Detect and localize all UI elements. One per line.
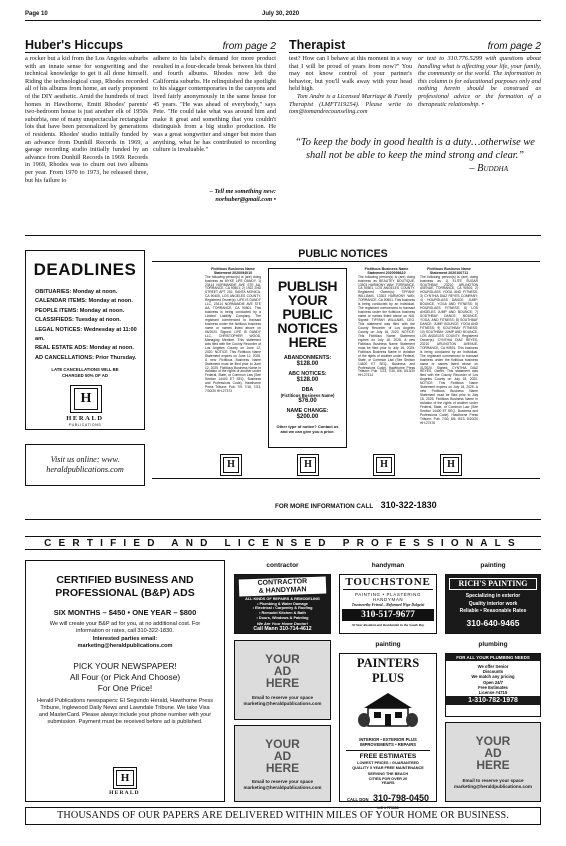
logo-name: HERALD [109,790,140,796]
touchstone-phone: 310-517-9677 [342,609,434,621]
painters-plus-services: INTERIOR • EXTERIOR PLUS IMPROVEMENTS • REPAIRS [359,737,417,747]
plumbing-head: FOR ALL YOUR PLUMBING NEEDS [446,654,540,661]
your-ad-line2: AD [273,749,292,763]
bp-title: CERTIFIED BUSINESS AND PROFESSIONAL (B&P) ADS [55,574,195,599]
page-number: Page 10 [25,11,48,17]
article-therapist-header [289,38,541,53]
contractor-service: ALL KINDS OF REPAIRS & REMODELING [245,597,320,601]
painters-plus-estimates: FREE ESTIMATES [346,750,430,760]
visit-text: Visit us online: www. [50,455,120,464]
richs-painting-ad[interactable] [445,574,541,634]
house-icon [358,690,418,728]
touchstone-foot: 30 Year Resident and Residential in the South Bay [351,623,425,627]
your-ad-note: Email to reserve your space [251,695,314,700]
bp-email[interactable]: marketing@heraldpublications.com [77,643,173,649]
bp-ads-box [25,560,225,802]
logo-letter: H [443,457,459,473]
publish-box [268,268,347,448]
price-value: $128.00 [296,361,319,367]
your-ad-note: Email to reserve your space [462,778,524,783]
deadlines-list [35,288,144,363]
article-email: norhuber@gmail.com • [215,195,276,203]
more-info-phone[interactable]: 310-322-1830 [380,500,437,510]
category-painting: painting [480,562,506,569]
notice-1 [205,267,261,422]
notice-heading: Fictitious Business Name Statement 2020094010 [211,267,255,276]
notice-body: The following person(s) is (are) doing business as BEAUTEY BOUTIQUE, 13303 HARMONY WAY, TORRANCE, CA 90501, LOS ANGELES COUNTY. Registered Owner(s): TIFFANY WILLIAMS, 13303 HARMONY WAY, TORRANCE, CA 90501. This business is being conducted by an Individual. The registrant commenced to transact business under the fictitious business name or names listed above on N/A. Signed: TIFFANY WILLIAMS, CEO. This statement was filed with the County Recorder of Los Angeles County on July 16, 2020. NOTICE: This Fictitious Name Statement expires on July 16, 2025. A new Fictitious Business Name Statement must be filed prior to July 16, 2025. Fictitious Business Name in violation of the rights of another under Federal, State, or Common Law (See Section 14400 ET SEQ., Business and Professions Code). Hawthorne Press Tribune: Pub. 7/23, 7/30, 8/6, 8/13/20 HH-27414 [358,274,415,378]
plumbing-phone: 1-310-782-1978 [446,696,540,705]
category-contractor: contractor [266,562,299,569]
bp-papers: Herald Publications newspapers: El Segundo Herald, Hawthorne Press Tribune, Inglewood Daily News and Lawndale Tribune. We take Visa and MasterCard. Please always include your phone number with your submission. Payment must be received before ad is published. [37,698,213,725]
deadline-item: OBITUARIES: Monday at noon. [35,289,118,295]
plumbing-open: Open 24/7 [482,679,503,685]
contractor-phone: Call Mann 310-714-4612 [253,625,312,632]
more-info-label: FOR MORE INFORMATION CALL [275,503,374,510]
price-value: $76.00 [298,398,317,404]
your-ad-line2: AD [484,746,502,760]
contractor-tag: We Are Your Home Doctor! [256,620,309,626]
herald-logo [220,454,242,476]
bp-interested: Interested parties email: [92,636,158,642]
article-jump: from page 2 [222,41,276,52]
touchstone-name: TOUCHSTONE [343,576,433,590]
publish-prices [269,355,346,421]
footer-banner: THOUSANDS OF OUR PAPERS ARE DELIVERED WITHIN MILES OF YOUR HOME OR BUSINESS. [25,807,541,825]
bp-design: We will create your B&P ad for you, at no additional cost. For information or rates, call 310-322-1830. [49,621,201,634]
deadline-item: LEGAL NOTICES: Wednesday at 11:00 am. [35,326,137,343]
article-therapist-col2: or text to 310.776.5299 with questions about handling what is affecting your life, your family, the community or the world. The information in this column is for educational purposes only and nothing herein should be construed as professional advice or the formation of a therapeutic relationship. • [418,55,541,108]
richs-service: Specializing in exterior [465,593,521,599]
your-ad-email: marketing@heraldpublications.com [243,700,322,706]
article-title: Huber's Hiccups [25,38,124,52]
publish-line: NOTICES [277,320,338,336]
price-label: DBA [301,387,314,393]
painters-plus-ad[interactable] [339,653,437,810]
category-painting-2: painting [375,641,401,648]
painters-plus-name: PAINTERS PLUS [356,656,420,685]
logo-letter: H [74,388,98,409]
deadline-item: CLASSIFIEDS: Tuesday at noon. [35,317,121,324]
painters-plus-call-label: CALL DON [346,796,369,802]
article-text: test? How can I behave at this moment in a way that I will be proud of years from now?" You may not know control of your partner's behavior, but you'll walk away with your head held high. [289,55,412,93]
plumbing-offer: We offer Senior Discounts [477,664,509,675]
your-ad-line1: YOUR [265,737,300,751]
more-info [275,495,505,513]
bp-pick-2: All Four (or Pick And Choose) [69,672,181,682]
plumbing-ad[interactable] [445,653,541,717]
plumbing-free: Free Estimates [478,684,508,690]
price-label: ABANDONMENTS: [283,355,332,361]
visit-box [25,444,145,486]
publish-headline [269,279,346,349]
price-label: ABC NOTICES: [288,371,327,377]
contractor-name-2: & HANDYMAN [258,585,307,595]
article-title: Therapist [289,38,346,52]
category-plumbing: plumbing [478,641,508,648]
bp-pick-1: PICK YOUR NEWSPAPER! [73,661,177,671]
article-huber-header [25,38,276,53]
notice-3 [420,267,478,437]
herald-logo [297,454,319,476]
publish-line: PUBLISH [277,278,338,294]
publish-line: YOUR [287,292,328,308]
contractor-service: • Remodel Kitchen & Bath [259,611,306,616]
deadlines-title: DEADLINES [33,260,137,279]
herald-logo [113,767,137,789]
contractor-name: CONTRACTOR [257,578,308,587]
plumbing-help: We match any pricing [471,674,515,680]
richs-service: Reliable • Reasonable Rates [459,608,527,614]
article-therapist-col1 [289,55,412,116]
your-ad-line2: AD [273,664,292,678]
quote-text: “To keep the body in good health is a duty…otherwise we shall not be able to keep the mind strong and clear.” [295,137,535,161]
contractor-service: • Doors, Windows & Painting [256,615,309,620]
your-ad-line1: YOUR [475,734,511,748]
contractor-services [235,597,330,621]
richs-phone: 310-640-9465 [466,617,520,628]
painters-plus-phone: 310-798-0450 [372,792,430,803]
publish-line: PUBLIC [282,306,333,322]
deadline-item: CALENDAR ITEMS: Monday at noon. [35,298,133,305]
article-huber-col2: adhere to his label's demand for more product resulted in a four-decade break between his third and fourth albums. Rhodes now left the California suburbs. He relinquished the spotlight to his slagger contemporaries in the canyons and lived fairly anonymously in the same house for 45 years. "He was ahead of everybody," says Pete. "He could take what was around him and make it great and something that you couldn't distinguish from a big studio production. He was a great songwriter and singer but more than anything, what he has contributed to recording culture is invaluable." [153,55,276,154]
price-value: $200.00 [296,414,319,420]
herald-logo [373,454,395,476]
painters-plus-call [340,788,436,806]
issue-date: July 30, 2020 [262,11,300,17]
painters-plus-license: LIC # 779603 [377,805,399,810]
richs-services [446,593,540,616]
logo-letter: H [376,457,392,473]
deadline-item: AD CANCELLATIONS: Prior Thursday. [35,354,137,361]
herald-logo [70,385,102,413]
plumbing-license: License #4715 [478,690,508,696]
author-bio: Tom Andre is a Licensed Marriage & Family Therapist (LMFT119254). Please write to tom@tomandrecounseling.com [289,92,412,116]
notice-heading: Fictitious Business Name Statement 2020100711 [427,267,471,276]
touchstone-ad[interactable] [339,574,437,634]
your-ad-email: marketing@heraldpublications.com [454,783,532,789]
your-ad-line3: HERE [476,758,510,772]
quote-attribution: – Buddha [469,163,508,174]
notice-body: The following person(s) is (are) doing business as 1) ELITE SUGAR SOUTHBAY, 23210 ARLINGTON AVENUE, TORRANCE, CA 90501; 2) HOURGLASS YOGA AND FITNESS; 3) CYNTHIA DIAZ REYES COMPANY; 4) HOURGLASS DANCE, JUMP, BOUNCE, YOGA AND FITNESS; 5) HOURGLASS FITNESS; 6) LOS ANGELES JUMP AND BOUNCE; 7) SOUTHBAY DANCE, BOUNCE, YOGA, AND FITNESS; 8) SOUTHBAY DANCE, JUMP, BOUNCE, YOGA AND FITNESS; 9) SOUTHBAY FITNESS; 10) SOUTHBAY JUMP AND BOUNCE, LOS ANGELES COUNTY. Registered Owner(s): CYNTHIA DIAZ REYES, 23210 ARLINGTON AVENUE, TORRANCE, CA 90501. This business is being conducted by an Individual. The registrant commenced to transact business under the fictitious business name or names listed above on 01/2020. Signed: CYNTHIA DIAZ REYES, Owner. This statement was filed with the County Recorder of Los Angeles County on July 18, 2020. NOTICE: This Fictitious Name Statement expires on July 18, 2025. A new Fictitious Business Name Statement must be filed prior to July 18, 2025. Fictitious Business Name in violation of the rights of another under Federal, State, or Common Law (See Section 14400 ET SEQ., Business and Professions Code). Hawthorne Press Tribune: Pub. 7/30, 8/6, 8/13, 8/20/20 HH-27476 [420,274,478,425]
late-cancel-note: LATE CANCELLATIONS WILL BE CHARGED 50% OF AD [51,367,119,378]
painters-plus-serving: SERVING THE BEACH CITIES FOR OVER 20 YEARS [367,772,409,786]
article-huber-col1: a rocker but a kid from the Los Angeles suburbs with an innate sense for songwriting and the technical knowledge to get it all done himself. Riding the technological cusp, Rhodes recorded all of his albums from home, an early proponent of the DIY aesthetic. Amid the hundreds of tract homes in Hawthorne, Emitt Rhodes' parents' two-bedroom house is just another elk of 1950s suburbia, one of many unspectacular rectangular lots that have been personalized by generations of residents. Rhodes' studio initially funded by an advance from Dunhill Records in 1969, a garage recording studio initially funded by an advance from Dunhill Records in 1969. Records in 1969, Rhodes was to churn out two albums per year. From 1970 to 1973, he released three, but his failure to [25,55,148,184]
contractor-service: • Plumbing & Water Damage [257,601,308,606]
touchstone-sub2: HANDYMAN [372,597,404,602]
logo-sub: PUBLICATIONS [68,423,102,427]
category-handyman: handyman [371,562,405,569]
price-value: $128.00 [296,377,319,383]
visit-url[interactable]: heraldpublications.com [46,465,124,474]
touchstone-sub: PAINTING • PLASTERING [354,592,422,597]
your-ad-placeholder[interactable] [234,725,331,802]
contractor-service: • Electrical • Carpentry & Roofing [252,606,313,611]
publish-other: Other type of notice? Contact us and we can give you a price. [276,424,339,434]
public-notices-title: PUBLIC NOTICES [298,248,388,260]
price-sub: (Fictitious Business Name) [280,393,335,398]
notice-heading: Fictitious Business Name Statement 2020098610 [364,267,409,276]
herald-logo [440,454,462,476]
pull-quote [292,136,538,175]
logo-name: HERALD [66,415,104,422]
deadline-item: PEOPLE ITEMS: Monday at noon. [35,307,125,314]
richs-name: RICH'S PAINTING [449,578,537,590]
bp-pick-3: For One Price! [97,683,153,693]
logo-letter: H [223,457,239,473]
touchstone-tag: Trustworthy Friend – Reformed Wipe Dolgeist [351,603,425,607]
contractor-ad[interactable] [234,574,331,634]
your-ad-placeholder[interactable] [445,722,541,802]
bp-pricing: SIX MONTHS – $450 • ONE YEAR – $800 [53,608,197,617]
professionals-banner: CERTIFIED AND LICENSED PROFESSIONALS [44,538,522,549]
article-signoff: – Tell me something new: [209,188,276,195]
painters-plus-lowest: LOWEST PRICES • GUARANTEED QUALITY 5 YEAR FREE MAINTENANCE [352,761,424,770]
your-ad-placeholder[interactable] [234,640,331,720]
notice-2 [358,267,415,415]
price-label: NAME CHANGE: [286,408,329,414]
your-ad-line3: HERE [265,676,300,690]
your-ad-line1: YOUR [265,652,300,666]
your-ad-note: Email to reserve your space [251,779,314,784]
notice-body: The following person(s) is (are) doing business as MYKE LIFE DANDY, 1) 23414 NORMANDIE AVE STE AA, TORRANCE, CA 90501; 2) 1922 2ND STREET APT 202, SANTA MONICA, CA 90405, LOS ANGELES COUNTY. Registered Owner(s): LIFE IS DANDY LLC, 23414 NORMANDIE AVE STE AA, TORRANCE, CA 90501. This business is being conducted by a Limited Liability Company. The registrant commenced to transact business under the fictitious business name or names listed above on 06/2020. Signed: LIFE IS DANDY LLC, CHRISTOPHER WOOD, Managing Member. This statement was filed with the County Recorder of Los Angeles County on June 12, 2020. NOTICE: This Fictitious Name Statement expires on June 12, 2025. A new Fictitious Business Name Statement must be filed prior to June 12, 2025. Fictitious Business Name in violation of the rights of another under Federal, State, or Common Law (See Section 14400 ET SEQ., Business and Professions Code). Hawthorne Press Tribune: Pub. 7/9, 7/16, 7/23, 7/30/20 HH-27373 [205,274,261,394]
your-ad-line3: HERE [265,761,300,775]
article-jump: from page 2 [487,41,541,52]
richs-service: Quality interior work [468,600,518,607]
your-ad-email: marketing@heraldpublications.com [243,784,322,790]
logo-letter: H [300,457,316,473]
deadline-item: REAL ESTATE ADS: Monday at noon. [35,345,134,352]
publish-line: HERE [288,334,327,350]
deadlines-box [25,250,145,430]
logo-letter: H [116,770,134,786]
